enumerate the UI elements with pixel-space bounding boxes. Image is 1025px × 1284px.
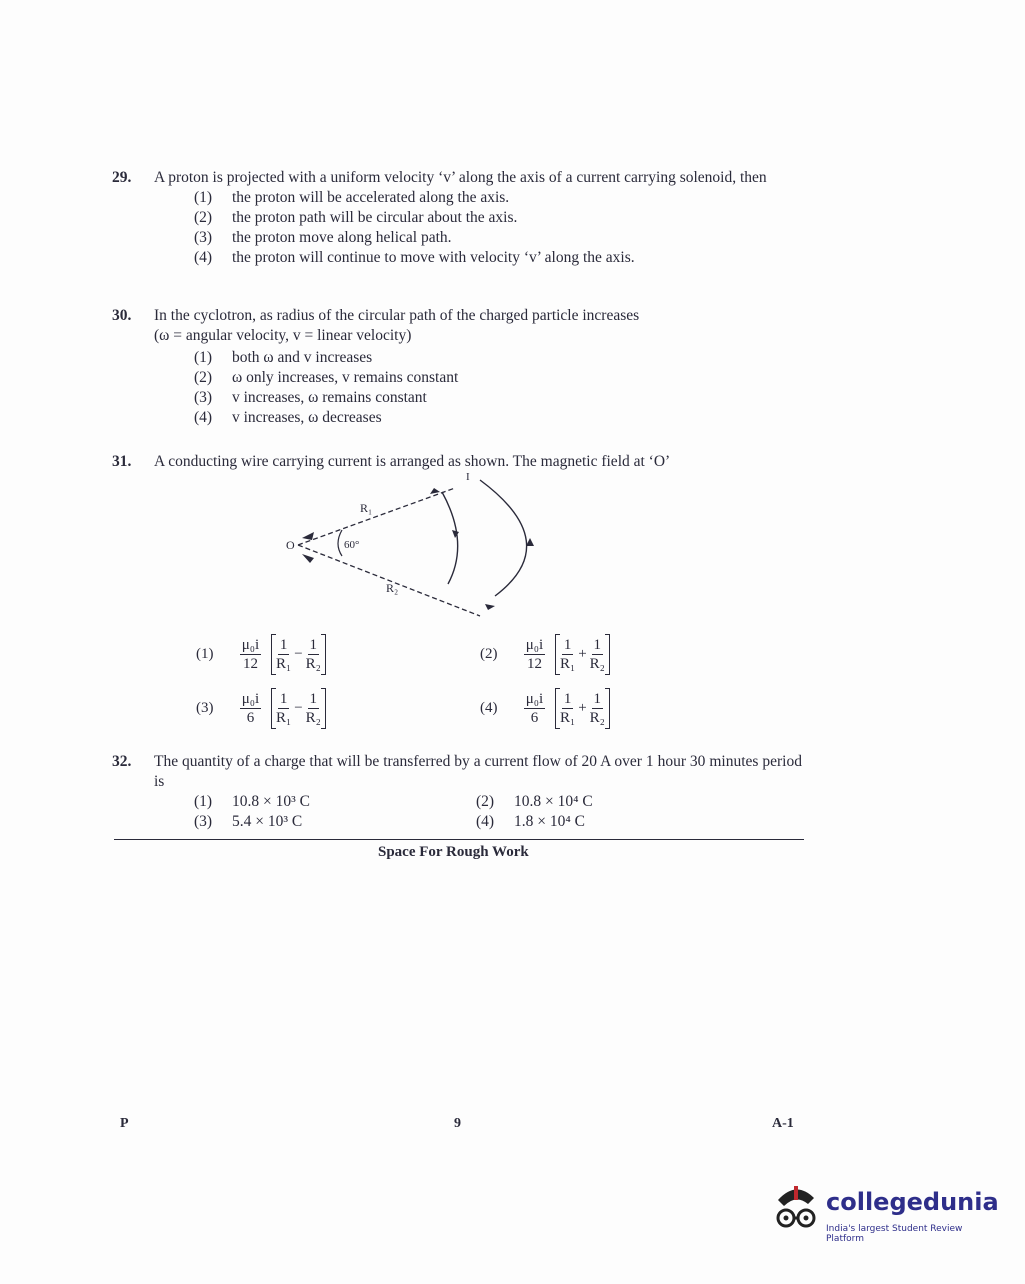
option-1 bbox=[194, 792, 476, 812]
option-number: (2) bbox=[476, 793, 495, 810]
page-number: 9 bbox=[454, 1116, 461, 1131]
options bbox=[194, 348, 792, 428]
collegedunia-logo bbox=[768, 1180, 999, 1244]
option-text: 10.8 × 10³ C bbox=[232, 793, 310, 810]
question-32 bbox=[112, 752, 802, 832]
option-number: (1) bbox=[194, 349, 213, 366]
arrow-icon bbox=[430, 488, 440, 494]
origin-label: O bbox=[286, 538, 295, 552]
footer-right: A-1 bbox=[772, 1116, 794, 1131]
logo-tagline: India's largest Student Review Platform bbox=[826, 1224, 963, 1244]
option-number: (1) bbox=[194, 189, 213, 206]
operator: − bbox=[294, 700, 303, 716]
coefficient bbox=[240, 690, 261, 727]
option-1 bbox=[194, 188, 792, 208]
option-2 bbox=[194, 208, 792, 228]
r2-label: R₂ bbox=[386, 581, 399, 595]
frac-num: 1 bbox=[279, 691, 288, 707]
option-1 bbox=[196, 634, 326, 675]
coef-num: μ₀i bbox=[525, 691, 544, 707]
question-number: 31. bbox=[112, 453, 132, 470]
frac-den: R₂ bbox=[589, 710, 605, 726]
arrow-icon bbox=[452, 530, 459, 538]
option-3 bbox=[194, 812, 476, 832]
option-text: the proton path will be circular about the axis. bbox=[232, 209, 518, 226]
options bbox=[194, 792, 802, 832]
question-30 bbox=[112, 306, 792, 428]
frac-num: 1 bbox=[279, 637, 288, 653]
option-2 bbox=[194, 368, 792, 388]
option-2 bbox=[480, 634, 610, 675]
arrow-icon bbox=[485, 604, 495, 610]
arrow-icon bbox=[526, 538, 534, 546]
coef-num: μ₀i bbox=[241, 637, 260, 653]
option-2 bbox=[476, 792, 716, 812]
coef-num: μ₀i bbox=[241, 691, 260, 707]
option-text: v increases, ω remains constant bbox=[232, 389, 427, 406]
option-text: v increases, ω decreases bbox=[232, 409, 382, 426]
frac-num: 1 bbox=[563, 637, 572, 653]
option-3 bbox=[196, 688, 326, 729]
coefficient bbox=[240, 636, 261, 673]
question-29 bbox=[112, 168, 792, 268]
frac-den: R₁ bbox=[275, 656, 292, 672]
option-number: (3) bbox=[194, 389, 213, 406]
option-3 bbox=[194, 228, 792, 248]
option-text: 10.8 × 10⁴ C bbox=[514, 793, 593, 810]
operator: + bbox=[578, 646, 587, 662]
option-number: (4) bbox=[480, 700, 498, 716]
operator: − bbox=[294, 646, 303, 662]
option-text: 5.4 × 10³ C bbox=[232, 813, 303, 830]
option-number: (3) bbox=[194, 813, 213, 830]
angle-label: 60° bbox=[344, 539, 360, 551]
option-text: ω only increases, v remains constant bbox=[232, 369, 459, 386]
option-number: (4) bbox=[194, 249, 213, 266]
option-4 bbox=[480, 688, 610, 729]
arrow-icon bbox=[302, 554, 314, 563]
inner-arc bbox=[442, 492, 458, 584]
operator: + bbox=[578, 700, 587, 716]
r1-label: R₁ bbox=[360, 501, 373, 515]
frac-den: R₂ bbox=[305, 656, 321, 672]
option-text: the proton will continue to move with velocity ‘v’ along the axis. bbox=[232, 249, 635, 266]
option-number: (2) bbox=[480, 646, 498, 662]
bracket-expression bbox=[271, 688, 326, 729]
rough-work-heading: Space For Rough Work bbox=[378, 844, 529, 860]
question-text: A proton is projected with a uniform velocity ‘v’ along the axis of a current carrying solenoid, then bbox=[154, 169, 767, 186]
coef-num: μ₀i bbox=[525, 637, 544, 653]
question-number: 32. bbox=[112, 753, 132, 770]
option-4 bbox=[476, 812, 716, 832]
frac-den: R₂ bbox=[305, 710, 321, 726]
options bbox=[194, 188, 792, 268]
question-number: 29. bbox=[112, 169, 132, 186]
coef-den: 12 bbox=[526, 656, 542, 672]
option-number: (2) bbox=[194, 369, 213, 386]
option-number: (3) bbox=[194, 229, 213, 246]
frac-den: R₁ bbox=[559, 710, 576, 726]
wire-diagram bbox=[280, 468, 560, 628]
arrow-icon bbox=[302, 532, 314, 540]
option-text: the proton will be accelerated along the axis. bbox=[232, 189, 510, 206]
option-1 bbox=[194, 348, 792, 368]
angle-arc bbox=[338, 530, 342, 556]
frac-den: R₂ bbox=[589, 656, 605, 672]
bracket-expression bbox=[271, 634, 326, 675]
question-text: The quantity of a charge that will be transferred by a current flow of 20 A over 1 hour 30 minutes period is bbox=[154, 753, 802, 790]
option-number: (1) bbox=[196, 646, 214, 662]
frac-num: 1 bbox=[309, 691, 318, 707]
frac-den: R₁ bbox=[559, 656, 576, 672]
option-text: the proton move along helical path. bbox=[232, 229, 452, 246]
frac-num: 1 bbox=[563, 691, 572, 707]
option-number: (2) bbox=[194, 209, 213, 226]
coefficient bbox=[524, 690, 545, 727]
footer-left: P bbox=[120, 1116, 129, 1131]
frac-den: R₁ bbox=[275, 710, 292, 726]
option-text: both ω and v increases bbox=[232, 349, 373, 366]
option-4 bbox=[194, 248, 792, 268]
logo-name: collegedunia bbox=[826, 1188, 999, 1216]
option-4 bbox=[194, 408, 792, 428]
radius-line-r1 bbox=[298, 488, 455, 545]
frac-num: 1 bbox=[593, 637, 602, 653]
option-number: (3) bbox=[196, 700, 214, 716]
coef-den: 6 bbox=[530, 710, 539, 726]
bracket-expression bbox=[555, 688, 610, 729]
outer-arc bbox=[480, 480, 527, 596]
option-number: (1) bbox=[194, 793, 213, 810]
question-number: 30. bbox=[112, 307, 132, 324]
coef-den: 12 bbox=[242, 656, 258, 672]
option-text: 1.8 × 10⁴ C bbox=[514, 813, 585, 830]
current-label: I bbox=[466, 471, 470, 483]
question-text: In the cyclotron, as radius of the circular path of the charged particle increases bbox=[154, 307, 640, 324]
option-number: (4) bbox=[194, 409, 213, 426]
frac-num: 1 bbox=[309, 637, 318, 653]
option-number: (4) bbox=[476, 813, 495, 830]
coef-den: 6 bbox=[246, 710, 255, 726]
mascot-icon bbox=[768, 1180, 824, 1236]
question-text-note: (ω = angular velocity, v = linear velocity) bbox=[154, 327, 412, 344]
divider bbox=[114, 839, 804, 840]
bracket-expression bbox=[555, 634, 610, 675]
question-text: A conducting wire carrying current is arranged as shown. The magnetic field at ‘O’ bbox=[154, 453, 671, 470]
coefficient bbox=[524, 636, 545, 673]
frac-num: 1 bbox=[593, 691, 602, 707]
option-3 bbox=[194, 388, 792, 408]
